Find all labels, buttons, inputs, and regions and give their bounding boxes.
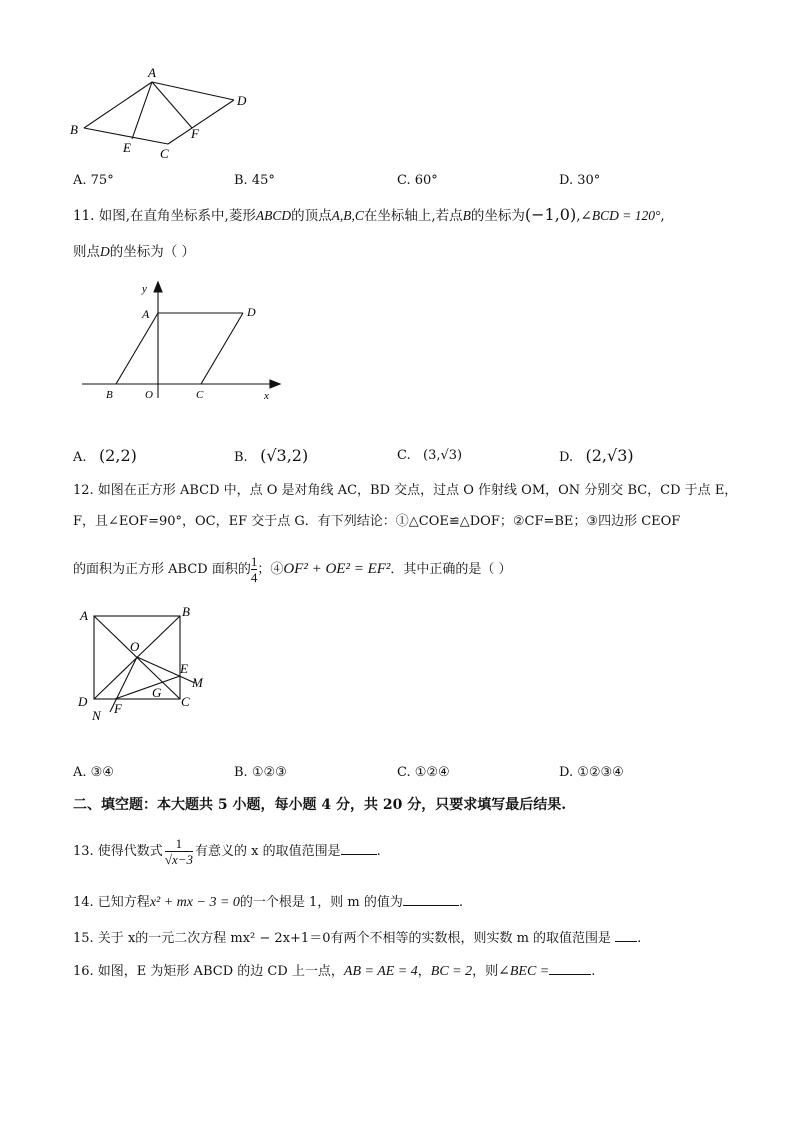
label-o: O xyxy=(145,389,153,401)
label-f: F xyxy=(114,701,122,716)
label-b: B xyxy=(106,389,113,401)
label-d: D xyxy=(237,93,247,108)
edge-ab xyxy=(84,82,152,128)
label-o: O xyxy=(130,639,140,654)
label-b: B xyxy=(70,122,78,137)
section-heading-fill-in: 二、填空题：本大题共 5 小题，每小题 4 分，共 20 分，只要求填写最后结果. xyxy=(73,797,567,813)
q12-line3: 的面积为正方形 ABCD 面积的 $\frac{1}{4}$ ；④OF² + OE² = EF²．其中正确的是（ ） xyxy=(73,553,512,585)
label-a: A xyxy=(148,65,156,80)
q16: 16. 如图，E 为矩形 ABCD 的边 CD 上一点，AB = AE = 4，BC = 2，则∠BEC = . xyxy=(73,964,596,979)
q12-formula: OF² + OE² = EF² xyxy=(283,561,391,577)
q11-coordinate: (−1,0) xyxy=(524,205,577,224)
label-x: x xyxy=(264,390,269,402)
label-c: C xyxy=(181,694,190,709)
q12-line1: 12. 如图在正方形 ABCD 中，点 O 是对角线 AC，BD 交点，过点 O 作射线 OM，ON 分别交 BC，CD 于点 E， xyxy=(73,483,738,498)
q12-option-a[interactable]: A. ③④ xyxy=(73,765,114,780)
label-f: F xyxy=(191,126,199,141)
q10-option-b[interactable]: B. 45° xyxy=(234,173,275,188)
label-c: C xyxy=(196,389,204,401)
label-d: D xyxy=(78,694,88,709)
segment-ae xyxy=(132,82,152,139)
q11-option-b[interactable]: B. (√3,2) xyxy=(234,446,309,465)
label-g: G xyxy=(152,685,162,700)
q12-option-c[interactable]: C. ①②④ xyxy=(397,765,450,780)
figure-q11 xyxy=(76,278,291,403)
q12-option-d[interactable]: D. ①②③④ xyxy=(559,765,624,780)
q13: 13. 使得代数式 $\frac{1}{√x-3}$ 有意义的 x 的取值范围是 . xyxy=(73,835,381,867)
q11-angle: ∠BCD = 120° xyxy=(580,208,661,223)
q12-line2: F，且∠EOF=90°，OC，EF 交于点 G．有下列结论：①△COE≌△DOF；②CF=BE；③四边形 CEOF xyxy=(73,514,681,529)
q10-option-a[interactable]: A. 75° xyxy=(73,173,114,188)
x-axis-arrow xyxy=(270,380,280,388)
q15-answer-blank[interactable] xyxy=(615,929,637,942)
q13-answer-blank[interactable] xyxy=(341,842,377,855)
q11-line2: 则点D的坐标为（ ） xyxy=(73,244,196,260)
q11-line1: 11. 如图,在直角坐标系中,菱形ABCD的顶点A,B,C在坐标轴上,若点B的坐标为(−1,0),∠BCD = 120°, xyxy=(73,205,665,224)
q16-answer-blank[interactable] xyxy=(549,962,591,975)
q13-fraction: $\frac{1}{√x-3}$ xyxy=(164,835,193,867)
label-y: y xyxy=(142,283,147,295)
figure-q12 xyxy=(72,600,222,725)
q11-option-c[interactable]: C. (3,√3) xyxy=(397,448,463,463)
figure-q10 xyxy=(60,62,270,162)
edge-ab xyxy=(116,313,158,384)
segment-ef xyxy=(115,676,180,699)
q10-option-c[interactable]: C. 60° xyxy=(397,173,438,188)
q14-answer-blank[interactable] xyxy=(403,893,459,906)
q15: 15. 关于 x的一元二次方程 mx² − 2x+1＝0有两个不相等的实数根，则实数 m 的取值范围是 . xyxy=(73,931,642,946)
label-e: E xyxy=(180,661,188,676)
edge-dc xyxy=(201,313,243,384)
label-m: M xyxy=(192,675,203,690)
label-d: D xyxy=(247,305,256,319)
q10-option-d[interactable]: D. 30° xyxy=(559,173,601,188)
q11-option-d[interactable]: D. (2,√3) xyxy=(559,446,634,465)
label-b: B xyxy=(182,604,190,619)
label-a: A xyxy=(142,307,150,321)
edge-cd xyxy=(168,100,234,144)
fraction-one-quarter: $\frac{1}{4}$ xyxy=(250,553,258,585)
q12-option-b[interactable]: B. ①②③ xyxy=(234,765,287,780)
q14: 14. 已知方程x² + mx − 3 = 0的一个根是 1，则 m 的值为 . xyxy=(73,895,464,910)
segment-af xyxy=(152,82,192,128)
label-e: E xyxy=(123,140,131,155)
label-a: A xyxy=(80,608,88,623)
q11-option-a[interactable]: A. (2,2) xyxy=(73,446,137,465)
label-n: N xyxy=(92,708,101,723)
label-c: C xyxy=(160,146,169,161)
edge-ad xyxy=(152,82,234,100)
y-axis-arrow xyxy=(154,282,162,292)
